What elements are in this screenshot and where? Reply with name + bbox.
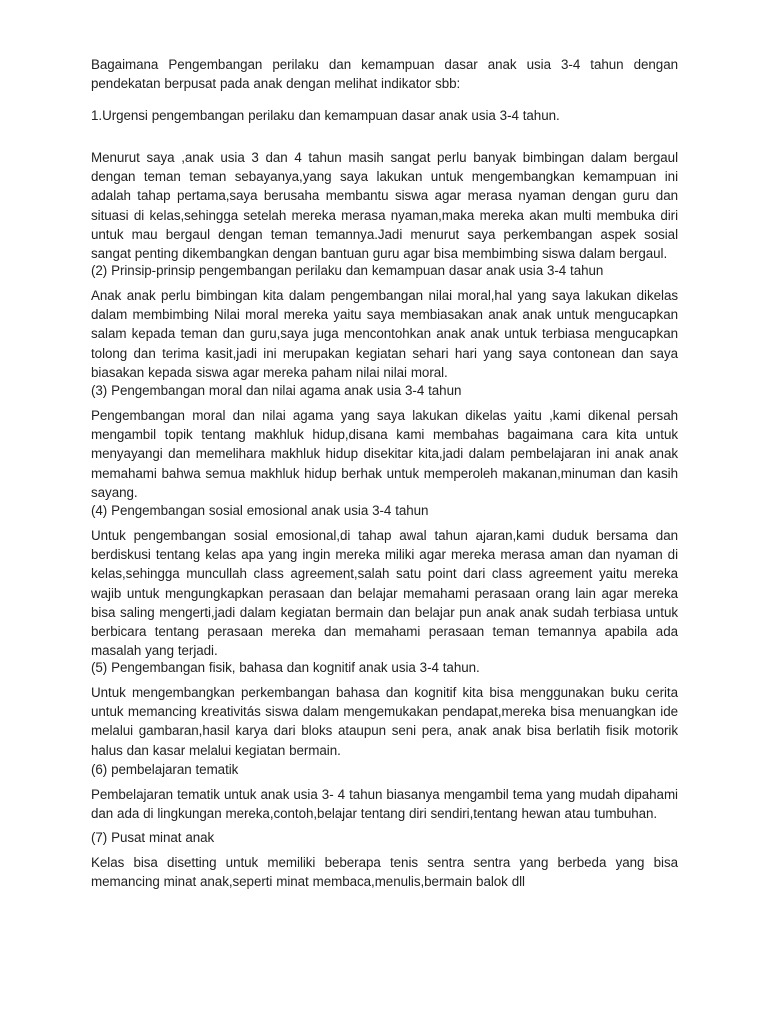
section-1-body: Menurut saya ,anak usia 3 dan 4 tahun masih sangat perlu banyak bimbingan dalam bergaul dengan teman teman sebayanya,yang saya lakukan untuk mengembangkan kemampuan ini adalah tahap pertama,saya berusaha membantu siswa agar merasa nyaman dengan guru dan situasi di kelas,sehingga setelah mereka merasa nyaman,maka mereka akan multi membuka diri untuk mau bergaul dengan teman temannya.Jadi menurut saya perkembangan aspek sosial sangat penting dikembangkan dengan bantuan guru agar bisa membimbing siswa dalam bergaul. (91, 150, 678, 262)
section-2-body: Anak anak perlu bimbingan kita dalam pengembangan nilai moral,hal yang saya lakukan dikelas dalam membimbing Nilai moral mereka yaitu saya membiasakan anak anak untuk mengucapkan salam kepada teman dan guru,saya juga mencontohkan anak anak untuk terbiasa mengucapkan tolong dan terima kasit,jadi ini merupakan kegiatan sehari hari yang saya contonean dan saya biasakan kepada siswa agar mereka paham nilai nilai moral. (91, 288, 678, 380)
intro-paragraph: Bagaimana Pengembangan perilaku dan kemampuan dasar anak usia 3-4 tahun dengan pendekatan berpusat pada anak dengan melihat indikator sbb: (91, 57, 678, 92)
section-7-body: Kelas bisa disetting untuk memiliki beberapa tenis sentra sentra yang berbeda yang bisa memancing minat anak,seperti minat membaca,menulis,bermain balok dll (91, 855, 678, 890)
section-6-heading: (6) pembelajaran tematik (91, 762, 239, 777)
section-5-heading: (5) Pengembangan fisik, bahasa dan kognitif anak usia 3-4 tahun. (91, 660, 480, 675)
section-3-heading: (3) Pengembangan moral dan nilai agama anak usia 3-4 tahun (91, 383, 462, 398)
section-5-body: Untuk mengembangkan perkembangan bahasa dan kognitif kita bisa menggunakan buku cerita untuk memancing kreativitás siswa dalam mengemukakan pendapat,mereka bisa menuangkan ide melalui gambaran,hasil karya dari bloks ataupun seni pera, anak anak bisa berlatih fisik motorik halus dan kasar melalui kegiatan bermain. (91, 685, 678, 758)
section-4-body: Untuk pengembangan sosial emosional,di tahap awal tahun ajaran,kami duduk bersama dan berdiskusi tentang kelas apa yang ingin mereka miliki agar mereka merasa aman dan nyaman di kelas,sehingga muncullah class agreement,salah satu point dari class agreement yaitu mereka wajib untuk mengungkapkan perasaan dan belajar memahami perasaan orang lain agar mereka bisa saling mengerti,jadi dalam kegiatan bermain dan belajar pun anak anak sudah terbiasa untuk berbicara tentang perasaan mereka dan memahami perasaan teman temannya apabila ada masalah yang terjadi. (91, 528, 678, 659)
section-2-heading: (2) Prinsip-prinsip pengembangan perilaku dan kemampuan dasar anak usia 3-4 tahun (91, 263, 604, 278)
section-7-heading: (7) Pusat minat anak (91, 830, 215, 845)
section-3-body: Pengembangan moral dan nilai agama yang saya lakukan dikelas yaitu ,kami dikenal persah mengambil topik tentang makhluk hidup,disana kami membahas bagaimana cara kita untuk menyayangi dan memelihara makhluk hidup disekitar kita,jadi dalam pembelajaran ini anak anak memahami bahwa semua makhluk hidup berhak untuk memperoleh makanan,minuman dan kasih sayang. (91, 408, 678, 500)
section-1-heading: 1.Urgensi pengembangan perilaku dan kemampuan dasar anak usia 3-4 tahun. (91, 108, 560, 123)
section-6-body: Pembelajaran tematik untuk anak usia 3- 4 tahun biasanya mengambil tema yang mudah dipahami dan ada di lingkungan mereka,contoh,belajar tentang diri sendiri,tentang hewan atau tumbuhan. (91, 787, 678, 822)
section-4-heading: (4) Pengembangan sosial emosional anak usia 3-4 tahun (91, 503, 429, 518)
